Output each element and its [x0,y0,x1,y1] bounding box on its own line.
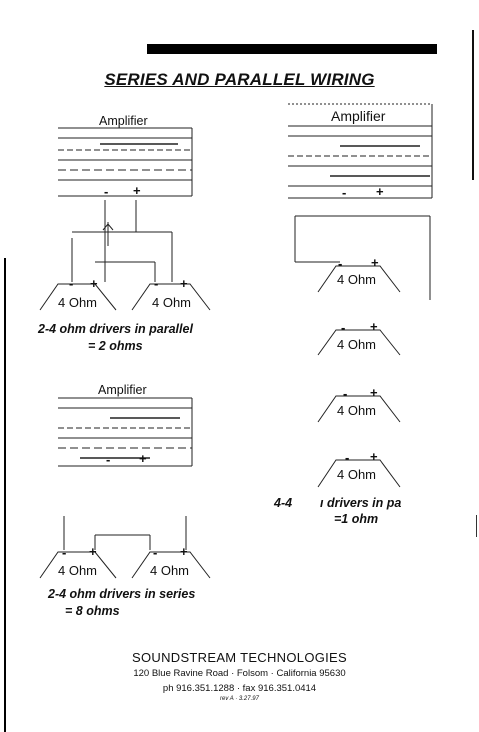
driver-plus-terminal: + [370,319,378,334]
driver-label: 4 Ohm [337,403,377,418]
series-caption-line2: = 8 ohms [65,604,120,618]
amplifier-label-parallel: Amplifier [99,114,148,128]
footer-company: SOUNDSTREAM TECHNOLOGIES [132,650,347,665]
footer-revision: rev A · 3.27.97 [220,696,259,702]
driver-label: 4 Ohm [337,467,377,482]
driver-minus-terminal: - [62,545,67,560]
driver-plus-terminal: + [370,385,378,400]
parallel-caption-line2: = 2 ohms [88,339,143,353]
page-title: SERIES AND PARALLEL WIRING [104,70,375,89]
driver-plus-terminal: + [180,276,188,291]
driver-label: 4 Ohm [150,563,190,578]
driver-minus-terminal: - [343,386,348,401]
amp-plus-terminal: + [139,451,147,466]
amp-minus-terminal: - [106,452,111,467]
driver-plus-terminal: + [89,544,97,559]
driver-label: 4 Ohm [152,295,192,310]
driver-minus-terminal: - [154,276,159,291]
driver-minus-terminal: - [338,256,343,271]
amplifier-label-quad: Amplifier [331,108,386,124]
driver-plus-terminal: + [370,449,378,464]
footer-phone: ph 916.351.1288 · fax 916.351.0414 [162,683,317,694]
amplifier-box-parallel [58,128,192,196]
quad-caption-line1b: ı drivers in pa [320,496,402,510]
amp-plus-terminal: + [133,183,141,198]
footer-address: 120 Blue Ravine Road · Folsom · California 95630 [133,668,346,679]
parallel-caption-line1: 2-4 ohm drivers in parallel [38,322,193,336]
driver-label: 4 Ohm [337,337,377,352]
driver-label: 4 Ohm [337,272,377,287]
driver-minus-terminal: - [69,276,74,291]
driver-plus-terminal: + [90,276,98,291]
quad-caption-line1: 4-4 [274,496,293,510]
driver-label: 4 Ohm [58,295,98,310]
quad-caption-line2: =1 ohm [334,512,379,526]
driver-minus-terminal: - [153,545,158,560]
driver-minus-terminal: - [345,450,350,465]
amplifier-box-series [58,398,192,466]
driver-plus-terminal: + [180,544,188,559]
driver-plus-terminal: + [371,255,379,270]
amp-minus-terminal: - [104,184,109,199]
series-caption-line1: 2-4 ohm drivers in series [48,587,196,601]
amp-plus-terminal: + [376,184,384,199]
amplifier-label-series: Amplifier [98,383,147,397]
driver-label: 4 Ohm [58,563,98,578]
amp-minus-terminal: - [342,185,347,200]
driver-minus-terminal: - [341,320,346,335]
